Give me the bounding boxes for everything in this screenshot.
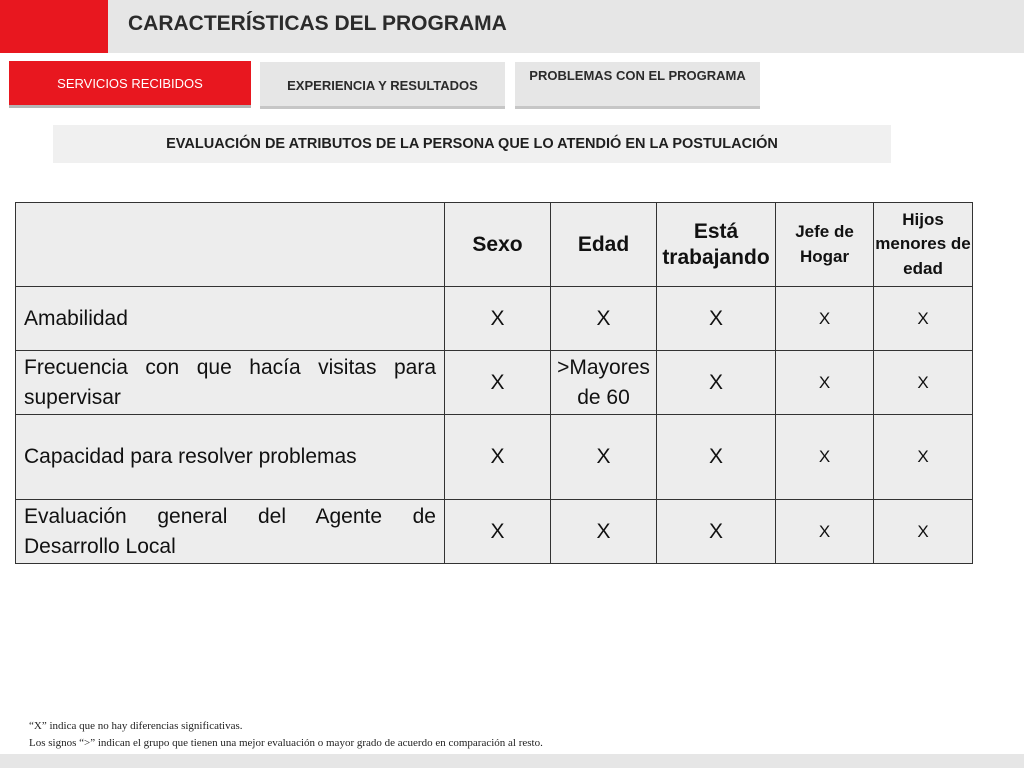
column-header-hijos-menores: Hijos menores de edad xyxy=(874,203,973,287)
attributes-table xyxy=(15,202,973,564)
row-attribute-label: Evaluación general del Agente de Desarrollo Local xyxy=(16,500,445,564)
page-title: CARACTERÍSTICAS DEL PROGRAMA xyxy=(128,12,507,35)
table-header-row xyxy=(16,203,973,287)
footnote-signs: Los signos “>” indican el grupo que tienen una mejor evaluación o mayor grado de acuerdo en comparación al resto. xyxy=(29,736,543,749)
footer-bar xyxy=(0,754,1024,768)
cell-edad: X xyxy=(551,500,657,564)
cell-jefe-de-hogar: X xyxy=(776,415,874,500)
row-attribute-label: Capacidad para resolver problemas xyxy=(16,415,445,500)
cell-sexo: X xyxy=(445,500,551,564)
header-accent-block xyxy=(0,0,108,53)
cell-sexo: X xyxy=(445,287,551,351)
cell-esta-trabajando: X xyxy=(657,500,776,564)
tab-servicios-recibidos[interactable]: SERVICIOS RECIBIDOS xyxy=(9,61,251,108)
section-title: EVALUACIÓN DE ATRIBUTOS DE LA PERSONA QUE LO ATENDIÓ EN LA POSTULACIÓN xyxy=(53,125,891,163)
cell-edad: >Mayores de 60 xyxy=(551,351,657,415)
cell-esta-trabajando: X xyxy=(657,287,776,351)
cell-jefe-de-hogar: X xyxy=(776,351,874,415)
cell-sexo: X xyxy=(445,351,551,415)
table-row xyxy=(16,415,973,500)
cell-hijos-menores: X xyxy=(874,287,973,351)
header-empty-cell xyxy=(16,203,445,287)
footnote-x: “X” indica que no hay diferencias significativas. xyxy=(29,720,243,732)
column-header-edad: Edad xyxy=(551,203,657,287)
cell-edad: X xyxy=(551,415,657,500)
cell-edad: X xyxy=(551,287,657,351)
cell-esta-trabajando: X xyxy=(657,415,776,500)
row-attribute-label: Amabilidad xyxy=(16,287,445,351)
cell-hijos-menores: X xyxy=(874,415,973,500)
tab-problemas-con-el-programa[interactable]: PROBLEMAS CON EL PROGRAMA xyxy=(515,62,760,109)
cell-esta-trabajando: X xyxy=(657,351,776,415)
table-row xyxy=(16,500,973,564)
column-header-esta-trabajando: Está trabajando xyxy=(657,203,776,287)
cell-jefe-de-hogar: X xyxy=(776,500,874,564)
column-header-jefe-de-hogar: Jefe de Hogar xyxy=(776,203,874,287)
row-attribute-label: Frecuencia con que hacía visitas para supervisar xyxy=(16,351,445,415)
cell-sexo: X xyxy=(445,415,551,500)
table-row xyxy=(16,351,973,415)
cell-hijos-menores: X xyxy=(874,351,973,415)
table-row xyxy=(16,287,973,351)
cell-jefe-de-hogar: X xyxy=(776,287,874,351)
footnotes xyxy=(29,718,543,751)
tab-experiencia-y-resultados[interactable]: EXPERIENCIA Y RESULTADOS xyxy=(260,62,505,109)
cell-hijos-menores: X xyxy=(874,500,973,564)
column-header-sexo: Sexo xyxy=(445,203,551,287)
